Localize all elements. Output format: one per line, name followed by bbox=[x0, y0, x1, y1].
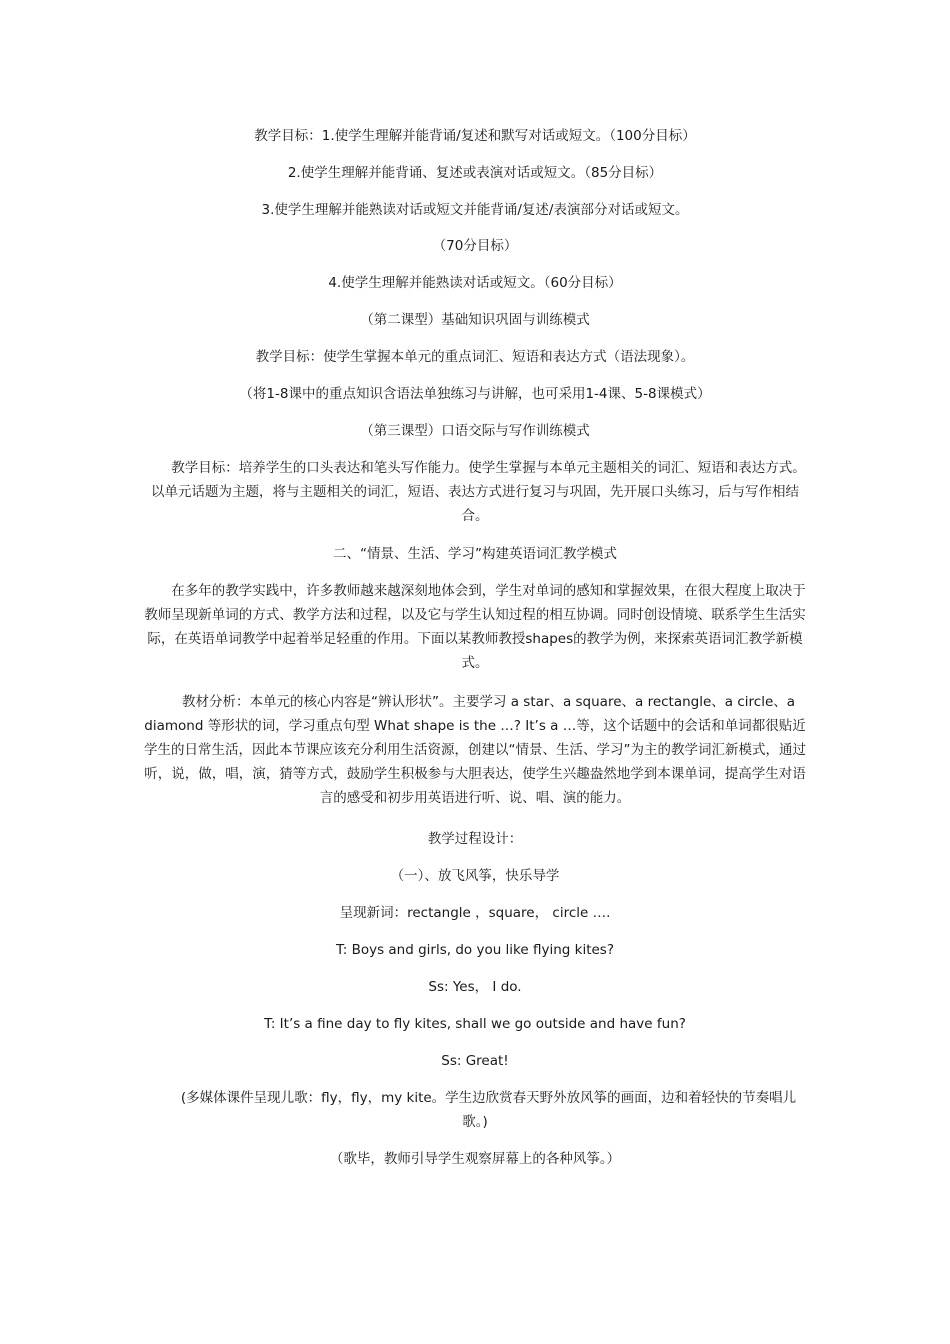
new-words: 呈现新词：rectangle ，square， circle …. bbox=[339, 905, 611, 921]
lesson-type-2-note: （将1-8课中的重点知识含语法单独练习与讲解，也可采用1-4课、5-8课模式） bbox=[239, 386, 711, 402]
goal-85: 2.使学生理解并能背诵、复述或表演对话或短文。（85分目标） bbox=[287, 165, 663, 181]
material-analysis: 教材分析：本单元的核心内容是“辨认形状”。主要学习 a star、a square、a rectangle、a circle、a diamond 等形状的词，学习重点句型 What shape is the …? It’s a …等，这个话题中的会话和单词都很贴近学生的日常生活，因此本节课应该充分利用生活资源，创建以“情景、生活、学习”为主的教学词汇新模式，通过听，说，做，唱，演，猜等方式，鼓励学生积极参与大胆表达，使学生兴趣盎然地学到本课单词，提高学生对语言的感受和初步用英语进行听、说、唱、演的能力。 bbox=[144, 694, 806, 806]
goal-100: 教学目标：1.使学生理解并能背诵/复述和默写对话或短文。（100分目标） bbox=[254, 128, 696, 144]
goal-60: 4.使学生理解并能熟读对话或短文。（60分目标） bbox=[328, 275, 622, 291]
step-1-heading: （一）、放飞风筝，快乐导学 bbox=[390, 868, 560, 884]
process-design-heading: 教学过程设计： bbox=[427, 831, 523, 847]
lesson-type-3-heading: （第三课型）口语交际与写作训练模式 bbox=[360, 423, 590, 439]
dialogue-line-1: T: Boys and girls, do you like flying kites? bbox=[335, 942, 615, 958]
multimedia-note: (多媒体课件呈现儿歌：fly，fly，my kite。学生边欣赏春天野外放风筝的画面，边和着轻快的节奏唱儿歌。) bbox=[180, 1090, 797, 1130]
dialogue-line-2: Ss: Yes， I do. bbox=[428, 979, 522, 995]
section-2-intro: 在多年的教学实践中，许多教师越来越深刻地体会到，学生对单词的感知和掌握效果，在很大程度上取决于教师呈现新单词的方式、教学方法和过程，以及它与学生认知过程的相互协调。同时创设情境、联系学生生活实际，在英语单词教学中起着举足轻重的作用。下面以某教师教授shapes的教学为例，来探索英语词汇教学新模式。 bbox=[144, 583, 806, 671]
lesson-type-2-heading: （第二课型）基础知识巩固与训练模式 bbox=[360, 312, 590, 328]
section-2-heading: 二、“情景、生活、学习”构建英语词汇教学模式 bbox=[333, 546, 617, 562]
lesson-type-3-goal: 教学目标：培养学生的口头表达和笔头写作能力。使学生掌握与本单元主题相关的词汇、短语和表达方式。以单元话题为主题，将与主题相关的词汇，短语、表达方式进行复习与巩固，先开展口头练习，后与写作相结合。 bbox=[151, 460, 806, 524]
dialogue-line-4: Ss: Great! bbox=[441, 1053, 509, 1069]
dialogue-line-3: T: It’s a fine day to fly kites, shall we go outside and have fun? bbox=[264, 1016, 686, 1032]
goal-70-label: （70分目标） bbox=[432, 238, 518, 254]
goal-70: 3.使学生理解并能熟读对话或短文并能背诵/复述/表演部分对话或短文。 bbox=[261, 202, 689, 218]
after-song-note: （歌毕，教师引导学生观察屏幕上的各种风筝。） bbox=[329, 1151, 621, 1167]
lesson-type-2-goal: 教学目标：使学生掌握本单元的重点词汇、短语和表达方式（语法现象）。 bbox=[255, 349, 695, 365]
